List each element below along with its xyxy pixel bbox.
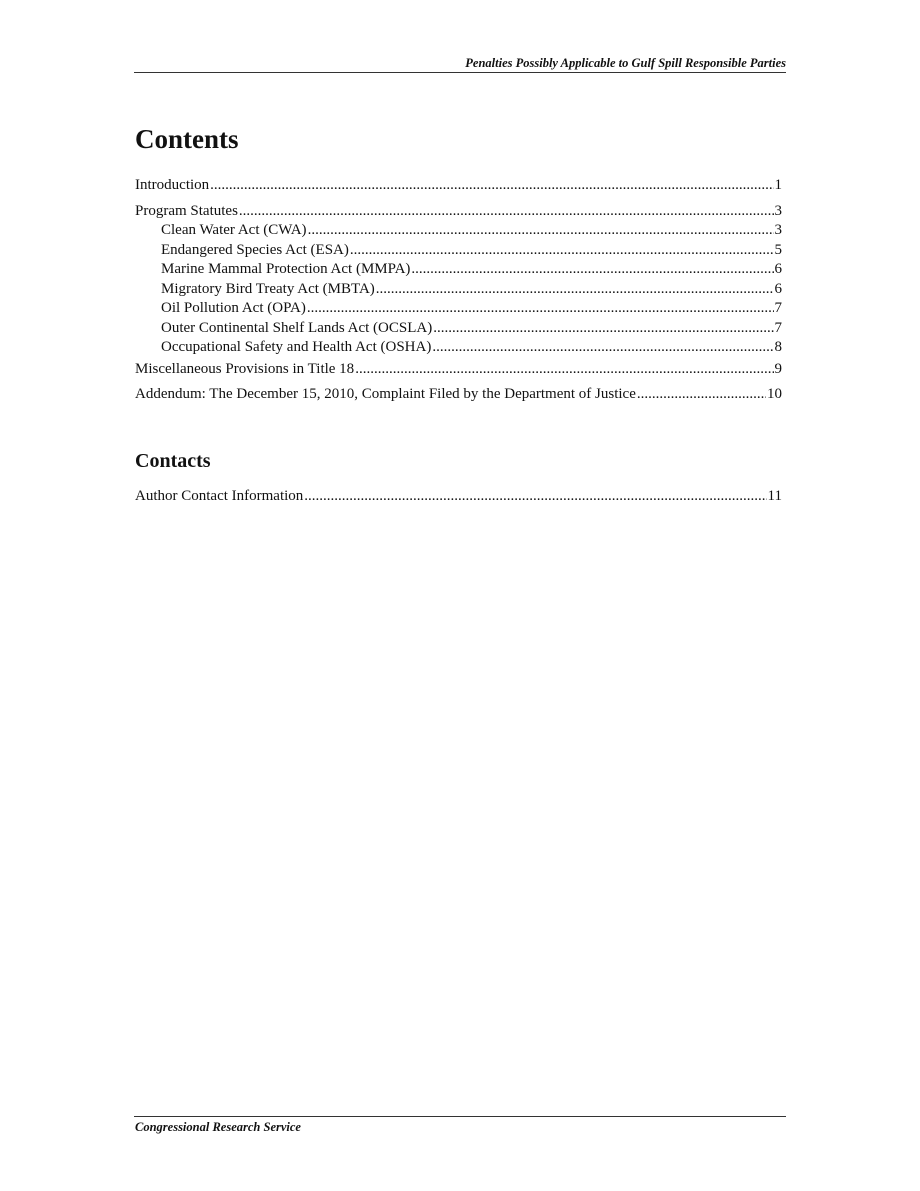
toc-entry-page: 9: [774, 360, 782, 377]
dot-leader: [304, 487, 766, 507]
toc-entry-author-contact-information[interactable]: [135, 487, 782, 507]
toc-entry-title: Marine Mammal Protection Act (MMPA): [161, 261, 411, 277]
toc-entry-title: Outer Continental Shelf Lands Act (OCSLA): [161, 319, 433, 336]
toc-entry-title: Addendum: The December 15, 2010, Complaint Filed by the Department of Justice: [135, 386, 636, 402]
toc-entry-page: 7: [774, 319, 782, 336]
dot-leader: [637, 385, 766, 405]
running-footer: Congressional Research Service: [135, 1120, 301, 1134]
toc-entry-page: 10: [767, 386, 782, 402]
toc-entry-page: 5: [774, 241, 782, 258]
dot-leader: [433, 319, 773, 339]
dot-leader: [239, 202, 774, 222]
toc-entry-title: Oil Pollution Act (OPA): [161, 300, 306, 316]
toc-entry-title: Introduction: [135, 177, 210, 193]
contents-list: [135, 176, 782, 405]
toc-entry-clean-water-act[interactable]: [135, 221, 782, 241]
dot-leader: [355, 360, 773, 380]
toc-entry-miscellaneous-provisions[interactable]: [135, 360, 782, 380]
running-header: Penalties Possibly Applicable to Gulf Spill Responsible Parties: [465, 56, 786, 70]
toc-entry-title: Clean Water Act (CWA): [161, 222, 307, 238]
toc-entry-page: 1: [774, 177, 782, 193]
footer-rule: [134, 1116, 786, 1117]
dot-leader: [432, 338, 773, 358]
toc-entry-page: 6: [774, 280, 782, 297]
toc-entry-addendum[interactable]: [135, 385, 782, 405]
toc-entry-page: 11: [767, 488, 782, 504]
toc-entry-oil-pollution-act[interactable]: [135, 299, 782, 319]
header-rule: [134, 72, 786, 73]
toc-entry-endangered-species-act[interactable]: [135, 241, 782, 261]
dot-leader: [350, 241, 774, 261]
toc-entry-page: 7: [774, 300, 782, 316]
toc-entry-title: Miscellaneous Provisions in Title 18: [135, 360, 355, 377]
toc-entry-program-statutes[interactable]: [135, 202, 782, 222]
contacts-list: [135, 487, 782, 507]
toc-entry-marine-mammal-protection-act[interactable]: [135, 260, 782, 280]
dot-leader: [308, 221, 774, 241]
dot-leader: [307, 299, 774, 319]
toc-entry-introduction[interactable]: [135, 176, 782, 196]
toc-entry-page: 8: [774, 339, 782, 355]
toc-entry-page: 3: [774, 202, 782, 219]
dot-leader: [210, 176, 773, 196]
toc-entry-title: Occupational Safety and Health Act (OSHA): [161, 339, 432, 355]
toc-entry-migratory-bird-treaty-act[interactable]: [135, 280, 782, 300]
toc-entry-title: Endangered Species Act (ESA): [161, 241, 349, 258]
dot-leader: [376, 280, 774, 300]
toc-entry-page: 6: [774, 261, 782, 277]
toc-entry-title: Program Statutes: [135, 202, 238, 219]
toc-entry-title: Author Contact Information: [135, 488, 304, 504]
toc-entry-page: 3: [774, 222, 782, 238]
contents-heading: Contents: [135, 124, 239, 154]
contacts-heading: Contacts: [135, 450, 211, 472]
dot-leader: [411, 260, 773, 280]
toc-entry-occupational-safety-and-health-act[interactable]: [135, 338, 782, 358]
toc-entry-title: Migratory Bird Treaty Act (MBTA): [161, 280, 375, 297]
toc-entry-outer-continental-shelf-lands-act[interactable]: [135, 319, 782, 339]
